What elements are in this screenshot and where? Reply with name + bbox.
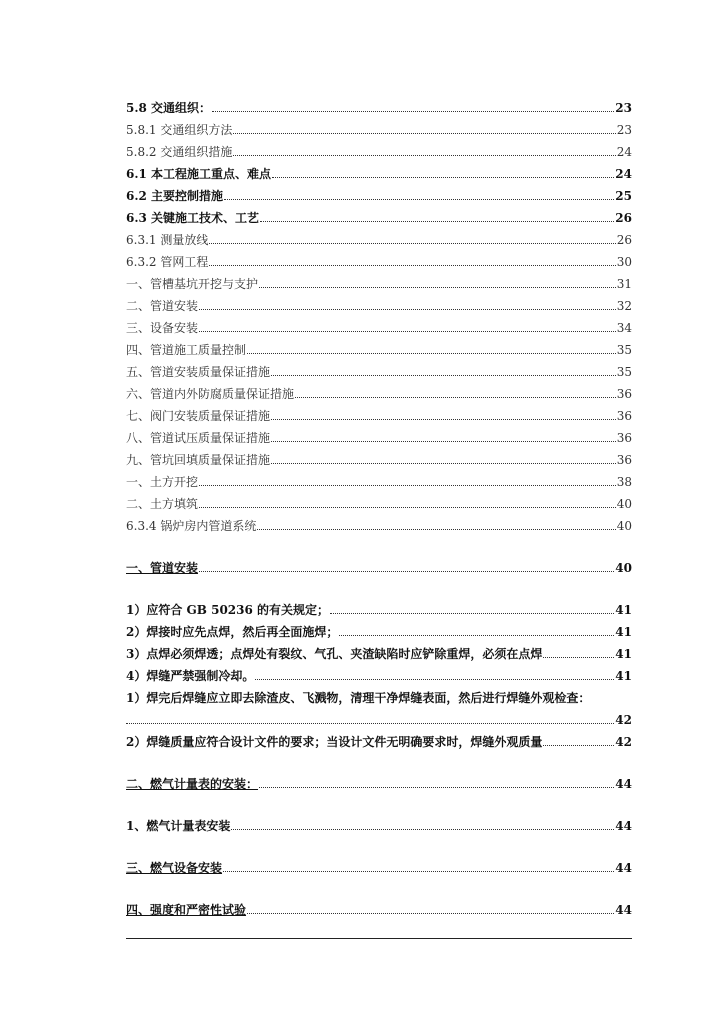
- toc-section-heading[interactable]: [126, 811, 632, 833]
- dot-leader: [209, 264, 615, 266]
- toc-entry-page: 44: [615, 777, 632, 791]
- toc-entry-page: 44: [615, 819, 632, 833]
- dot-leader: [224, 198, 614, 200]
- toc-entry[interactable]: [126, 445, 632, 467]
- toc-entry-label: 四、管道施工质量控制: [126, 343, 247, 357]
- toc-entry-label: 5.8.2 交通组织措施: [126, 145, 233, 159]
- toc-entry-label: 5.8.1 交通组织方法: [126, 123, 233, 137]
- toc-section-heading[interactable]: [126, 895, 632, 917]
- toc-entry[interactable]: [126, 639, 632, 661]
- dot-leader: [271, 440, 616, 442]
- toc-entry-label: 1）焊完后焊缝应立即去除渣皮、飞溅物，清理干净焊缝表面，然后进行焊缝外观检查：: [126, 691, 591, 705]
- dot-leader: [257, 528, 615, 530]
- dot-leader: [247, 912, 614, 914]
- toc-entry-page: 36: [616, 431, 632, 445]
- toc-entry-label: 6.3.4 锅炉房内管道系统: [126, 519, 257, 533]
- toc-entry[interactable]: [126, 727, 632, 749]
- dot-leader: [199, 330, 616, 332]
- dot-leader: [259, 786, 614, 788]
- toc-entry-label: 一、管槽基坑开挖与支护: [126, 277, 259, 291]
- dot-leader: [271, 462, 616, 464]
- toc-entry-page: 36: [616, 453, 632, 467]
- toc-entry-label: 6.3.2 管网工程: [126, 255, 209, 269]
- toc-entry-page: 40: [615, 561, 632, 575]
- table-of-contents: [126, 93, 632, 917]
- toc-entry-page: 42: [615, 735, 632, 749]
- toc-entry[interactable]: [126, 617, 632, 639]
- toc-entry[interactable]: [126, 137, 632, 159]
- dot-leader: [199, 570, 614, 572]
- toc-entry[interactable]: [126, 159, 632, 181]
- toc-entry-label: 4）焊缝严禁强制冷却。: [126, 669, 255, 683]
- toc-entry-page: 23: [615, 101, 632, 115]
- toc-entry[interactable]: [126, 291, 632, 313]
- toc-entry[interactable]: [126, 401, 632, 423]
- dot-leader: [223, 870, 614, 872]
- toc-entry[interactable]: [126, 489, 632, 511]
- toc-entry-label: 三、设备安装: [126, 321, 199, 335]
- toc-entry[interactable]: [126, 181, 632, 203]
- dot-leader: [126, 722, 614, 724]
- toc-entry-label: 三、燃气设备安装: [126, 861, 223, 875]
- toc-entry-label: 3）点焊必须焊透；点焊处有裂纹、气孔、夹渣缺陷时应铲除重焊，必须在点焊: [126, 647, 543, 661]
- toc-entry-label: 八、管道试压质量保证措施: [126, 431, 271, 445]
- toc-entry-page: 35: [616, 343, 632, 357]
- dot-leader: [259, 286, 616, 288]
- toc-entry-label: 九、管坑回填质量保证措施: [126, 453, 271, 467]
- toc-entry-page: 34: [616, 321, 632, 335]
- toc-entry-label: 1）应符合 GB 50236 的有关规定；: [126, 603, 330, 617]
- dot-leader: [260, 220, 614, 222]
- toc-entry-page: 41: [615, 647, 632, 661]
- toc-entry[interactable]: [126, 467, 632, 489]
- toc-entry-page: 24: [616, 145, 632, 159]
- toc-entry[interactable]: [126, 595, 632, 617]
- toc-entry-page: 40: [616, 497, 632, 511]
- toc-entry-label: 二、土方填筑: [126, 497, 199, 511]
- toc-entry-page: 36: [616, 409, 632, 423]
- dot-leader: [247, 352, 616, 354]
- toc-entry-label: 6.3.1 测量放线: [126, 233, 209, 247]
- toc-entry[interactable]: [126, 269, 632, 291]
- toc-entry[interactable]: [126, 661, 632, 683]
- toc-entry-page: 32: [616, 299, 632, 313]
- dot-leader: [295, 396, 616, 398]
- dot-leader: [330, 612, 614, 614]
- toc-entry-page: 25: [615, 189, 632, 203]
- toc-entry[interactable]: [126, 225, 632, 247]
- toc-entry-label: 6.2 主要控制措施: [126, 189, 224, 203]
- toc-entry-page: 31: [616, 277, 632, 291]
- toc-section-heading[interactable]: [126, 853, 632, 875]
- toc-section-heading[interactable]: [126, 553, 632, 575]
- dot-leader: [212, 110, 614, 112]
- toc-entry-page: 26: [616, 233, 632, 247]
- dot-leader: [271, 374, 616, 376]
- toc-entry[interactable]: [126, 203, 632, 225]
- toc-entry[interactable]: [126, 115, 632, 137]
- toc-entry[interactable]: [126, 247, 632, 269]
- dot-leader: [339, 634, 614, 636]
- toc-entry-label: 5.8 交通组织：: [126, 101, 212, 115]
- toc-entry-page: 40: [616, 519, 632, 533]
- toc-entry-label: 6.3 关键施工技术、工艺: [126, 211, 260, 225]
- toc-entry[interactable]: [126, 423, 632, 445]
- toc-entry-label: 五、管道安装质量保证措施: [126, 365, 271, 379]
- dot-leader: [255, 678, 614, 680]
- toc-entry[interactable]: [126, 379, 632, 401]
- toc-entry-label: 六、管道内外防腐质量保证措施: [126, 387, 295, 401]
- toc-entry-page: 36: [616, 387, 632, 401]
- toc-section-heading[interactable]: [126, 769, 632, 791]
- toc-entry[interactable]: [126, 93, 632, 115]
- dot-leader: [543, 656, 614, 658]
- toc-entry-label: 6.1 本工程施工重点、难点: [126, 167, 272, 181]
- toc-entry-label: 二、管道安装: [126, 299, 199, 313]
- toc-entry-label: 二、燃气计量表的安装：: [126, 777, 259, 791]
- toc-entry-page: 30: [616, 255, 632, 269]
- dot-leader: [233, 132, 615, 134]
- toc-entry-page: 35: [616, 365, 632, 379]
- dot-leader: [543, 744, 614, 746]
- toc-entry-label: 四、强度和严密性试验: [126, 903, 247, 917]
- dot-leader: [231, 828, 614, 830]
- toc-entry-page: 41: [615, 625, 632, 639]
- toc-entry-page: 41: [615, 603, 632, 617]
- toc-entry-page: 42: [615, 713, 632, 727]
- toc-entry-page: 44: [615, 861, 632, 875]
- dot-leader: [209, 242, 615, 244]
- toc-entry-page: 26: [615, 211, 632, 225]
- dot-leader: [233, 154, 615, 156]
- dot-leader: [272, 176, 614, 178]
- toc-entry-label: 一、土方开挖: [126, 475, 199, 489]
- toc-entry-page: 44: [615, 903, 632, 917]
- toc-entry-label: 1、燃气计量表安装: [126, 819, 231, 833]
- toc-entry[interactable]: [126, 511, 632, 533]
- toc-entry[interactable]: [126, 313, 632, 335]
- dot-leader: [271, 418, 616, 420]
- toc-entry-page: 23: [616, 123, 632, 137]
- toc-entry-page: 41: [615, 669, 632, 683]
- toc-entry-page: 24: [615, 167, 632, 181]
- toc-entry-label: 2）焊接时应先点焊，然后再全面施焊；: [126, 625, 339, 639]
- toc-entry-label: 七、阀门安装质量保证措施: [126, 409, 271, 423]
- toc-entry[interactable]: [126, 335, 632, 357]
- toc-entry-wrapped-line[interactable]: [126, 683, 632, 705]
- toc-entry-page: 38: [616, 475, 632, 489]
- dot-leader: [199, 484, 616, 486]
- toc-entry-label: 2）焊缝质量应符合设计文件的要求；当设计文件无明确要求时，焊缝外观质量: [126, 735, 543, 749]
- dot-leader: [199, 506, 616, 508]
- dot-leader: [199, 308, 616, 310]
- toc-entry-continuation[interactable]: [126, 705, 632, 727]
- footer-rule: [126, 938, 632, 939]
- toc-entry[interactable]: [126, 357, 632, 379]
- toc-entry-label: 一、管道安装: [126, 561, 199, 575]
